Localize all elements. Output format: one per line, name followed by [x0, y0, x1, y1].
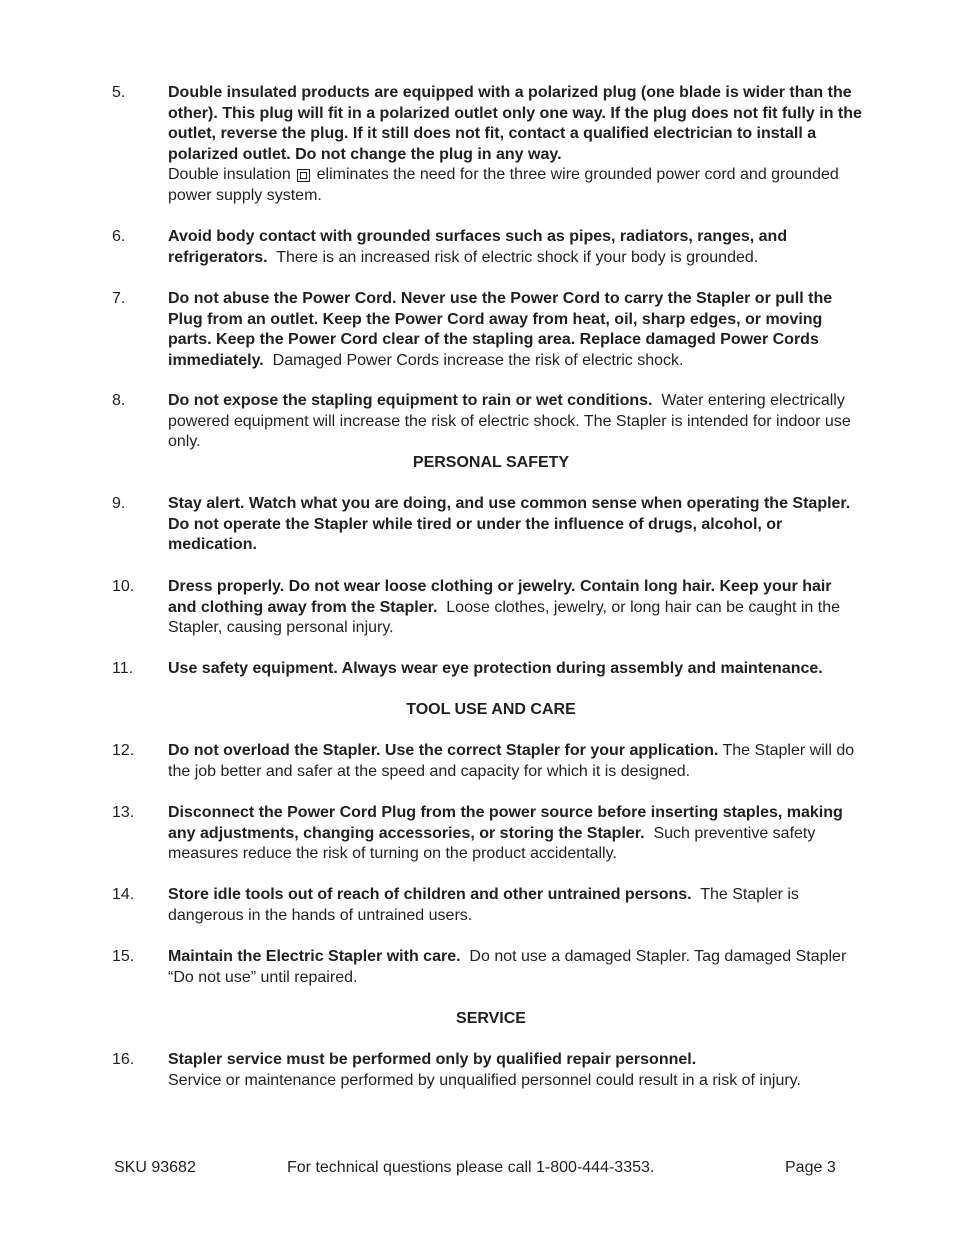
item-number: 14. [112, 886, 135, 903]
item-normal-text: The Stapler will do the job better and safer at the speed and capacity for which it is designed. [168, 742, 855, 780]
item-bold-text: Store idle tools out of reach of children and other untrained persons. [168, 886, 692, 903]
item-text [168, 391, 862, 453]
item-number: 15. [112, 948, 135, 965]
item-normal-text-continued: eliminates the need for the three wire grounded power cord and grounded power supply system. [168, 166, 839, 204]
item-bold-text: Double insulated products are equipped with a polarized plug (one blade is wider than the other). This plug will fit in a polarized outlet only one way. If the plug does not fit fully in the outlet, reverse the plug. If it still does not fit, contact a qualified electrician to install a polarized outlet. Do not change the plug in any way. [168, 84, 862, 163]
item-bold-text: Disconnect the Power Cord Plug from the power source before inserting staples, making any adjustments, changing accessories, or storing the Stapler. [168, 804, 843, 842]
section-heading-personal-safety: PERSONAL SAFETY [412, 454, 570, 471]
item-text [168, 885, 862, 926]
item-text [168, 227, 862, 268]
item-normal-text: Service or maintenance performed by unqualified personnel could result in a risk of injury. [168, 1071, 801, 1089]
item-text [168, 83, 862, 207]
item-normal-text: Double insulation [168, 166, 291, 184]
item-number: 16. [112, 1051, 135, 1068]
item-bold-text: Stay alert. Watch what you are doing, and use common sense when operating the Stapler. Do not operate the Stapler while tired or under the influence of drugs, alcohol, or medication. [168, 495, 851, 554]
item-bold-text: Avoid body contact with grounded surfaces such as pipes, radiators, ranges, and refrigerators. [168, 228, 788, 266]
item-number: 11. [112, 660, 134, 677]
item-text [168, 803, 862, 865]
item-normal-text: Loose clothes, jewelry, or long hair can be caught in the Stapler, causing personal injury. [168, 598, 840, 637]
item-number: 13. [112, 804, 135, 821]
item-text [168, 1050, 862, 1091]
item-normal-text: Such preventive safety measures reduce the risk of turning on the product accidentally. [168, 824, 816, 863]
item-bold-text: Use safety equipment. Always wear eye protection during assembly and maintenance. [168, 660, 823, 677]
item-text [168, 659, 862, 680]
item-bold-text: Dress properly. Do not wear loose clothing or jewelry. Contain long hair. Keep your hair and clothing away from the Stapler. [168, 578, 832, 616]
footer-sku: SKU 93682 [114, 1159, 196, 1176]
item-normal-text: Water entering electrically powered equipment will increase the risk of electric shock. The Stapler is intended for indoor use only. [168, 392, 851, 451]
item-bold-text: Maintain the Electric Stapler with care. [168, 948, 461, 965]
item-text [168, 494, 862, 556]
item-bold-text: Do not expose the stapling equipment to rain or wet conditions. [168, 392, 653, 409]
item-normal-text: Do not use a damaged Stapler. Tag damaged Stapler “Do not use” until repaired. [168, 948, 847, 986]
item-bold-text: Do not abuse the Power Cord. Never use the Power Cord to carry the Stapler or pull the Plug from an outlet. Keep the Power Cord away from heat, oil, sharp edges, or moving parts. Keep the Power Cord clear of the stapling area. Replace damaged Power Cords immediately. [168, 290, 833, 369]
item-bold-text: Stapler service must be performed only by qualified repair personnel. [168, 1051, 697, 1068]
item-text [168, 289, 862, 371]
section-heading-service: SERVICE [456, 1010, 526, 1027]
item-number: 7. [112, 290, 126, 307]
item-normal-text: Damaged Power Cords increase the risk of electric shock. [272, 351, 684, 369]
footer-contact: For technical questions please call 1-800-444-3353. [287, 1159, 655, 1176]
item-text [168, 947, 862, 988]
item-normal-text: The Stapler is dangerous in the hands of untrained users. [168, 886, 799, 924]
section-heading-tool-use: TOOL USE AND CARE [406, 701, 576, 718]
item-number: 8. [112, 392, 126, 409]
item-number: 10. [112, 578, 135, 595]
footer-page-number: Page 3 [785, 1159, 836, 1176]
item-number: 12. [112, 742, 135, 759]
double-insulation-icon [297, 169, 310, 182]
item-text [168, 741, 862, 782]
item-bold-text: Do not overload the Stapler. Use the correct Stapler for your application. [168, 742, 719, 759]
item-normal-text: There is an increased risk of electric shock if your body is grounded. [276, 248, 759, 266]
item-number: 6. [112, 228, 126, 245]
item-number: 5. [112, 84, 126, 101]
item-text [168, 577, 862, 639]
item-number: 9. [112, 495, 126, 512]
